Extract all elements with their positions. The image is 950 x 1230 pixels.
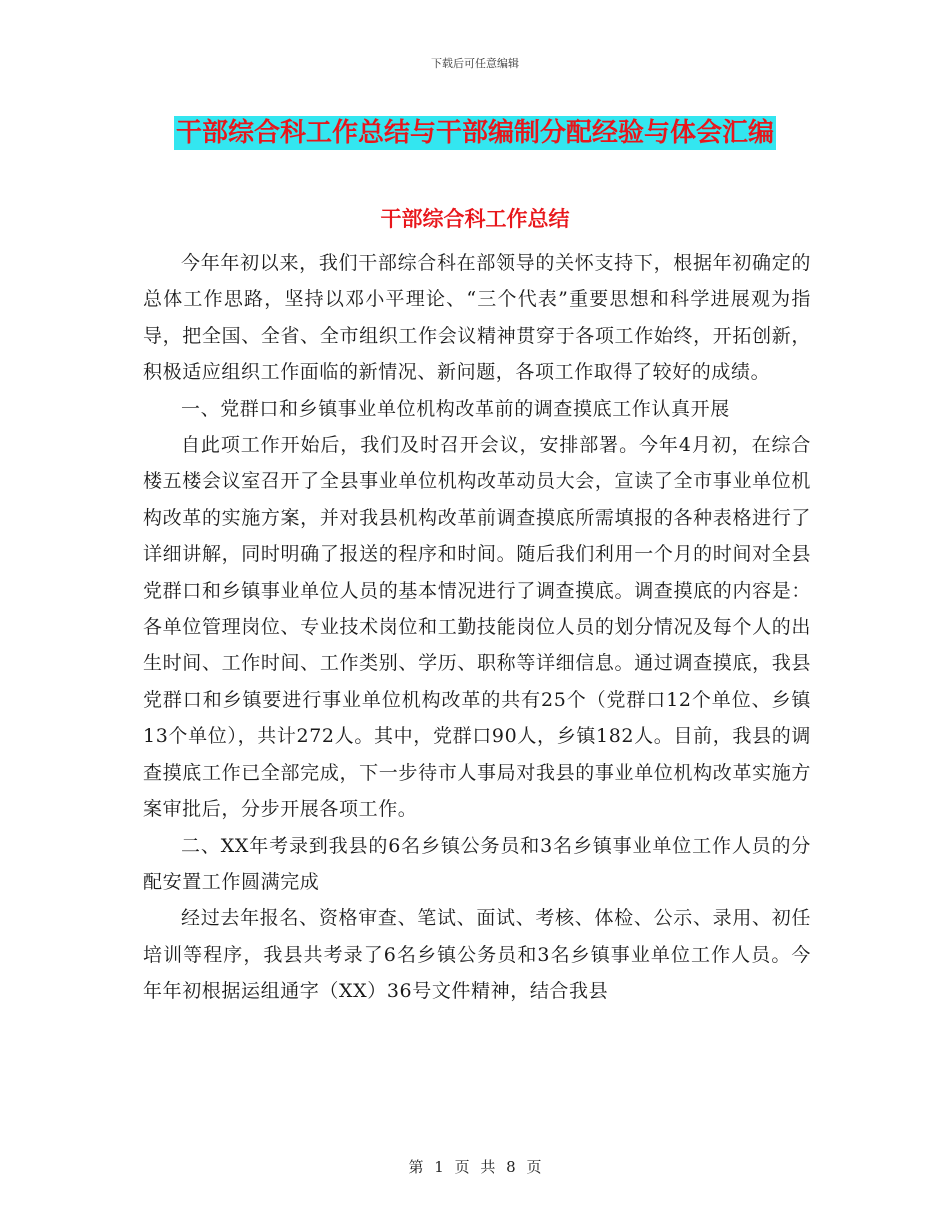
- paragraph-intro: 今年年初以来，我们干部综合科在部领导的关怀支持下，根据年初确定的总体工作思路，坚持以邓小平理论、“三个代表”重要思想和科学进展观为指导，把全国、全省、全市组织工作会议精神贯穿于各项工作始终，开拓创新，积极适应组织工作面临的新情况、新问题，各项工作取得了较好的成绩。: [143, 252, 811, 384]
- document-title: [0, 112, 950, 149]
- body-text: [143, 245, 811, 1010]
- paragraph-body-2: 经过去年报名、资格审查、笔试、面试、考核、体检、公示、录用、初任培训等程序，我县共考录了6名乡镇公务员和3名乡镇事业单位工作人员。今年年初根据运组通字（XX）36号文件精神，结合我县: [143, 907, 811, 1003]
- section-title: 干部综合科工作总结: [380, 207, 570, 231]
- page-footer: 第 1 页 共 8 页: [408, 1158, 542, 1176]
- paragraph-body-1: 自此项工作开始后，我们及时召开会议，安排部署。今年4月初，在综合楼五楼会议室召开了全县事业单位机构改革动员大会，宣读了全市事业单位机构改革的实施方案，并对我县机构改革前调查摸底所需填报的各种表格进行了详细讲解，同时明确了报送的程序和时间。随后我们利用一个月的时间对全县党群口和乡镇事业单位人员的基本情况进行了调查摸底。调查摸底的内容是：各单位管理岗位、专业技术岗位和工勤技能岗位人员的划分情况及每个人的出生时间、工作时间、工作类别、学历、职称等详细信息。通过调查摸底，我县党群口和乡镇要进行事业单位机构改革的共有25个（党群口12个单位、乡镇13个单位），共计272人。其中，党群口90人，乡镇182人。目前，我县的调查摸底工作已全部完成，下一步待市人事局对我县的事业单位机构改革实施方案审批后，分步开展各项工作。: [143, 434, 811, 821]
- paragraph-heading-2: 二、XX年考录到我县的6名乡镇公务员和3名乡镇事业单位工作人员的分配安置工作圆满完成: [143, 834, 811, 893]
- paragraph-heading-1: 一、党群口和乡镇事业单位机构改革前的调查摸底工作认真开展: [181, 397, 730, 420]
- header-note: 下载后可任意编辑: [431, 57, 519, 70]
- document-title-text: 干部综合科工作总结与干部编制分配经验与体会汇编: [175, 118, 774, 148]
